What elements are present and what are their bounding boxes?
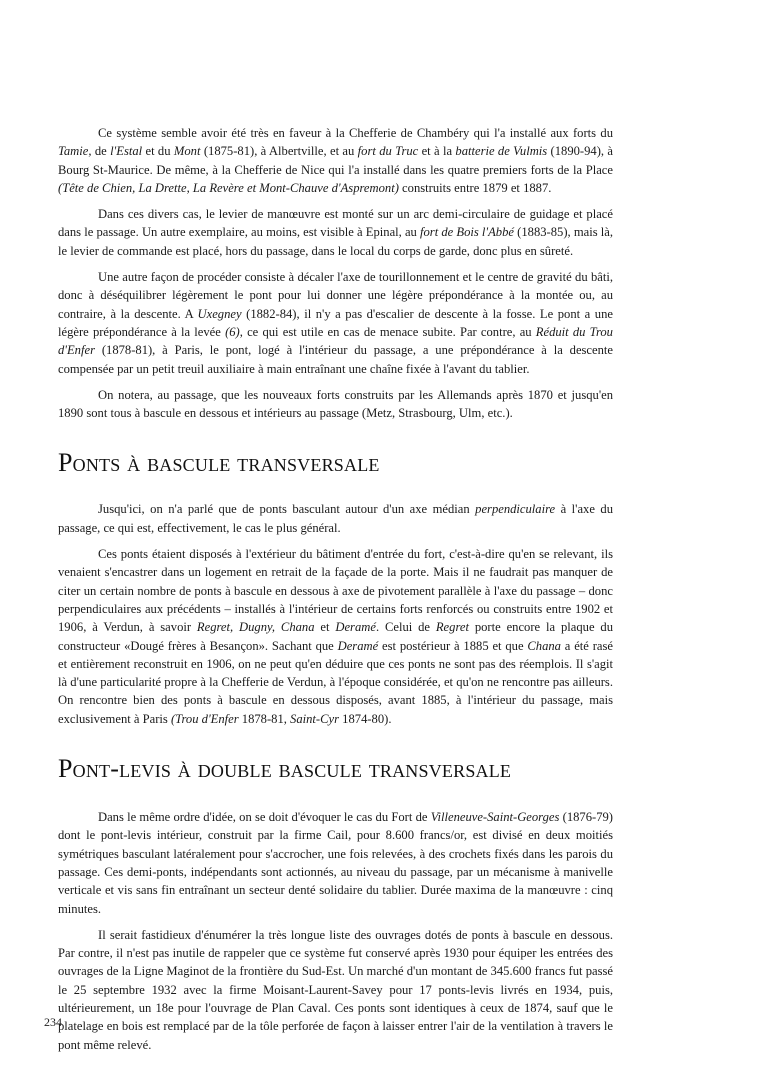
italic-run: Villeneuve-Saint-Georges	[430, 810, 560, 825]
text-run: Jusqu'ici, on n'a parlé que de ponts basculant autour d'un axe médian	[98, 502, 476, 517]
italic-run: Deramé	[335, 620, 376, 635]
text-run: Dans le même ordre d'idée, on se doit d'évoquer le cas du Fort de	[98, 810, 431, 825]
text-run: Ces ponts étaient disposés à l'extérieur du bâtiment d'entrée du fort, c'est-à-dire qu'en se relevant, ils venaient s'encastrer dans un logement en retrait de la façade de la porte. Mais il ne faudrait pas manquer de citer un certain nombre de ponts à bascule en dessous à axe de pivotement parallèle à l'axe du passage – donc perpendiculaires aux précédents – installés à l'intérieur de certains forts renforcés ou construits entre 1902 et 1906, à Verdun, à savoir	[58, 547, 613, 635]
italic-run: fort de Bois l'Abbé	[420, 225, 514, 240]
italic-run: perpendiculaire	[475, 502, 556, 517]
text-run: (1890-94), à Bourg St-Maurice. De même, à la Chefferie de Nice qui l'a installé dans les quatre premiers forts de la Place	[58, 144, 613, 177]
text-run: , ce qui est utile en cas de menace subite. Par contre, au	[239, 324, 536, 339]
text-run: Une autre façon de procéder consiste à décaler l'axe de tourillonnement et le centre de gravité du bâti, donc à déséquilibrer légèrement le pont pour lui donner une légère prépondérance à la montée ou, au contraire, à la descente. A	[58, 270, 613, 321]
italic-run: Saint-Cyr	[290, 711, 340, 726]
text-run: (1882-84), il n'y a pas d'escalier de descente à la fosse. Le pont a une légère prépondérance à la levée	[58, 306, 613, 339]
italic-run: Regret	[435, 620, 469, 635]
page-number: 234	[44, 1015, 62, 1029]
page-body	[58, 124, 613, 1062]
italic-run: Uxegney	[197, 306, 242, 321]
text-run: (1875-81), à Albertville, et au	[200, 144, 358, 159]
italic-run: Réduit du Trou d'Enfer	[58, 324, 613, 358]
text-run: (1876-79) dont le pont-levis intérieur, construit par la firme Cail, pour 8.600 francs/or, est divisé en deux moitiés symétriques basculant latéralement pour s'accrocher, une fois relevées, à des crochets fixés dans les parois du passage. Ces demi-ponts, indépendants sont actionnés, au niveau du passage, par un mécanisme à manivelle verticale et vis sans fin entraînant un secteur denté solidaire du tablier. Durée maxima de la manœuvre : cinq minutes.	[58, 810, 614, 916]
text-run: 1878-81,	[238, 711, 291, 726]
text-run: est postérieur à 1885 et que	[378, 638, 528, 653]
italic-run: (Trou d'Enfer	[170, 711, 239, 726]
text-run: et du	[142, 144, 174, 159]
text-run: On notera, au passage, que les nouveaux forts construits par les Allemands après 1870 et jusqu'en 1890 sont tous à bascule en dessous et intérieurs au passage (Metz, Strasbourg, Ulm, etc.).	[58, 387, 613, 421]
italic-run: fort du Truc	[357, 144, 419, 159]
italic-run: Deramé	[337, 638, 379, 653]
italic-run: (6)	[225, 324, 240, 339]
text-run: et à la	[418, 144, 456, 159]
paragraph	[58, 808, 613, 918]
italic-run: (Tête de Chien, La Drette, La Revère et Mont-Chauve d'Aspremont)	[58, 180, 399, 195]
text-run: à l'axe du passage, ce qui est, effectivement, le cas le plus général.	[58, 502, 614, 535]
section-heading-pont-levis-double-bascule: Pont-levis à double bascule transversale	[58, 754, 512, 784]
italic-run: Chana	[527, 638, 561, 653]
section-ponts-bascule-transversale	[58, 500, 613, 728]
paragraph	[58, 926, 613, 1054]
italic-run: Tamie,	[58, 144, 92, 159]
paragraph	[58, 386, 613, 423]
text-run: Dans ces divers cas, le levier de manœuvre est monté sur un arc demi-circulaire de guidage et placé dans le passage. Un autre exemplaire, au moins, est visible à Epinal, au	[58, 207, 613, 240]
text-run: porte encore la plaque du constructeur «Dougé frères à Besançon». Sachant que	[58, 620, 613, 653]
paragraph	[58, 205, 613, 260]
paragraph	[58, 268, 613, 378]
section-intro	[58, 124, 613, 422]
text-run: (1878-81), à Paris, le pont, logé à l'intérieur du passage, a une prépondérance à la descente compensée par un petit treuil auxiliaire à main entraînant une chaîne fixée à l'avant du tablier.	[58, 343, 613, 376]
text-run: construits entre 1879 et 1887.	[398, 180, 552, 195]
italic-run: Mont	[173, 144, 201, 159]
text-run: Ce système semble avoir été très en faveur à la Chefferie de Chambéry qui l'a installé aux forts du	[98, 126, 613, 140]
text-run: et	[314, 620, 336, 635]
section-pont-levis-double-bascule	[58, 808, 613, 1054]
text-run: de	[91, 144, 111, 159]
paragraph	[58, 545, 613, 728]
italic-run: l'Estal	[110, 144, 143, 159]
text-run: Il serait fastidieux d'énumérer la très longue liste des ouvrages dotés de ponts à bascule en dessous. Par contre, il n'est pas inutile de rappeler que ce système fut conservé après 1930 pour équiper les entrées des ouvrages de la Ligne Maginot de la frontière du Sud-Est. Un marché d'un montant de 345.600 francs fut passé le 25 septembre 1932 avec la firme Moisant-Laurent-Savey pour 17 ponts-levis livrés en 1934, puis, ultérieurement, un 18e pour l'ouvrage de Plan Caval. Ces ponts sont identiques à ceux de 1874, sauf que le platelage en bois est remplacé par de la tôle perforée de façon à laisser entrer l'air de la ventilation à travers le pont même relevé.	[58, 927, 613, 1052]
text-run: (1883-85), mais là, le levier de commande est placé, hors du passage, dans le local du corps de garde, donc plus en sûreté.	[58, 225, 613, 258]
section-heading-ponts-bascule-transversale: Ponts à bascule transversale	[58, 448, 380, 478]
italic-run: Regret, Dugny, Chana	[196, 620, 315, 635]
text-run: a été rasé et entièrement reconstruit en 1906, on ne peut qu'en déduire que ces ponts ne sont pas des réemplois. Il s'agit là d'une particularité propre à la Chefferie de Verdun, à l'époque considérée, et qu'on ne rencontre pas ailleurs. On rencontre bien des ponts à bascule en dessous disposés, avant 1885, à l'intérieur du passage, mais exclusivement à Paris	[58, 638, 613, 726]
text-run: . Celui de	[375, 620, 436, 635]
paragraph	[58, 124, 613, 197]
paragraph	[58, 500, 613, 537]
text-run: 1874-80).	[339, 711, 392, 726]
italic-run: batterie de Vulmis	[455, 144, 548, 159]
